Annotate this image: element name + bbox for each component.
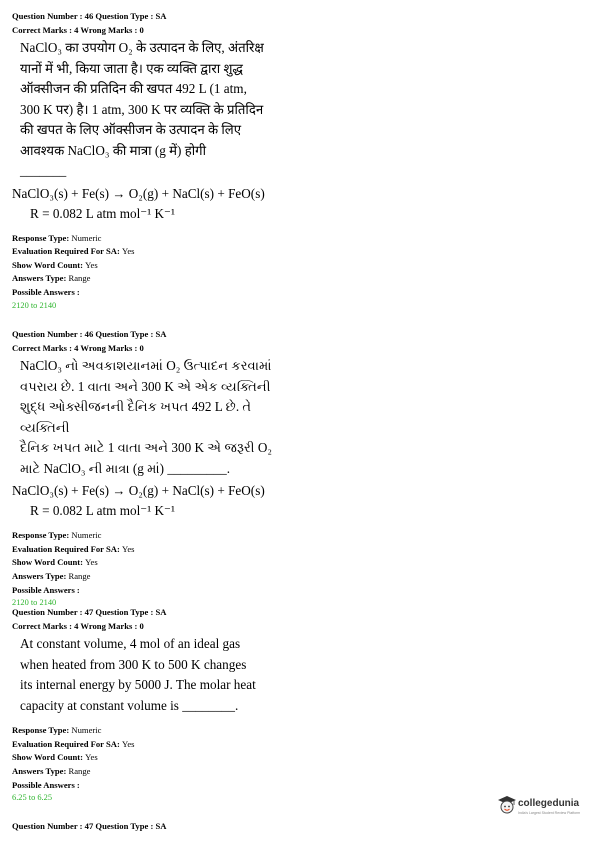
- question-line: NaClO₃ का उपयोग O₂ के उत्पादन के लिए, अंतरिक्ष: [20, 40, 264, 56]
- question-line: यानों में भी, किया जाता है। एक व्यक्ति द्वारा शुद्ध: [20, 60, 243, 76]
- answers-type: Answers Type: Range: [12, 765, 91, 776]
- answers-type: Answers Type: Range: [12, 273, 91, 284]
- collegedunia-logo: [497, 794, 589, 820]
- show-word-count: Show Word Count: Yes: [12, 752, 98, 763]
- evaluation-required: Evaluation Required For SA: Yes: [12, 738, 135, 749]
- answer-blank: _______: [20, 163, 67, 179]
- possible-answers-label: Possible Answers :: [12, 779, 80, 790]
- possible-answers-value: 2120 to 2140: [12, 598, 57, 608]
- evaluation-required: Evaluation Required For SA: Yes: [12, 543, 135, 554]
- question-line: capacity at constant volume is ________.: [20, 697, 239, 713]
- question-line: ऑक्सीजन की प्रतिदिन की खपत 492 L (1 atm,: [20, 81, 247, 97]
- question-line: At constant volume, 4 mol of an ideal gas: [20, 636, 241, 652]
- question-line: માટે NaClO₃ ની માત્રા (g માં) _________.: [20, 460, 230, 476]
- question-line: વપરાય છે. 1 વાતા અને 300 K એ એક વ્યક્તિની: [20, 378, 271, 394]
- question-line: when heated from 300 K to 500 K changes: [20, 656, 247, 672]
- question-header: Question Number : 46 Question Type : SA: [12, 11, 167, 21]
- question-text: [20, 356, 284, 479]
- question-block-47-english: [12, 606, 583, 804]
- possible-answers-label: Possible Answers :: [12, 287, 80, 298]
- question-line: દૈનિક ખપત માટે 1 વાતા અને 300 K એ જરૂરી O₂: [20, 440, 272, 456]
- gas-constant: R = 0.082 L atm mol⁻¹ K⁻¹: [30, 205, 175, 221]
- show-word-count: Show Word Count: Yes: [12, 557, 98, 568]
- graduate-mascot-icon: [497, 795, 517, 815]
- possible-answers-value: 6.25 to 6.25: [12, 793, 53, 803]
- question-line: की खपत के लिए ऑक्सीजन के उत्पादन के लिए: [20, 122, 242, 138]
- question-line: NaClO₃ નો અવકાશયાનમાં O₂ ઉત્પાદન કરવામાં: [20, 358, 272, 374]
- possible-answers-label: Possible Answers :: [12, 584, 80, 595]
- question-line: आवश्यक NaClO₃ की मात्रा (g में) होगी: [20, 142, 206, 158]
- question-text: [20, 634, 284, 716]
- question-marks: Correct Marks : 4 Wrong Marks : 0: [12, 620, 144, 631]
- question-line: શુદ્ધ ઓક્સીજનની દૈનિક ખપત 492 L છે. તે વ્યક્તિની: [20, 399, 252, 435]
- logo-tagline: India's Largest Student Review Platform: [518, 811, 581, 815]
- possible-answers-value: 2120 to 2140: [12, 300, 57, 310]
- question-block-46-gujarati: [12, 328, 583, 609]
- question-line: its internal energy by 5000 J. The molar heat: [20, 677, 256, 693]
- response-type: Response Type: Numeric: [12, 530, 102, 541]
- question-header: Question Number : 46 Question Type : SA: [12, 329, 167, 339]
- response-type: Response Type: Numeric: [12, 232, 102, 243]
- question-line: 300 K पर) है। 1 atm, 300 K पर व्यक्ति के प्रतिदिन: [20, 101, 264, 117]
- question-marks: Correct Marks : 4 Wrong Marks : 0: [12, 342, 144, 353]
- logo-name: collegedunia: [518, 798, 580, 809]
- question-header: Question Number : 47 Question Type : SA: [12, 607, 167, 617]
- chemical-equation: NaClO₃(s) + Fe(s) → O₂(g) + NaCl(s) + FeO(s): [12, 185, 265, 201]
- evaluation-required: Evaluation Required For SA: Yes: [12, 246, 135, 257]
- question-text: [20, 38, 284, 182]
- question-header: Question Number : 47 Question Type : SA: [12, 821, 167, 831]
- show-word-count: Show Word Count: Yes: [12, 259, 98, 270]
- question-block-46-hindi: [12, 10, 583, 312]
- question-block-47-next: [12, 820, 583, 834]
- chemical-equation: NaClO₃(s) + Fe(s) → O₂(g) + NaCl(s) + FeO(s): [12, 483, 265, 499]
- response-type: Response Type: Numeric: [12, 725, 102, 736]
- gas-constant: R = 0.082 L atm mol⁻¹ K⁻¹: [30, 503, 175, 519]
- answers-type: Answers Type: Range: [12, 570, 91, 581]
- question-marks: Correct Marks : 4 Wrong Marks : 0: [12, 24, 144, 35]
